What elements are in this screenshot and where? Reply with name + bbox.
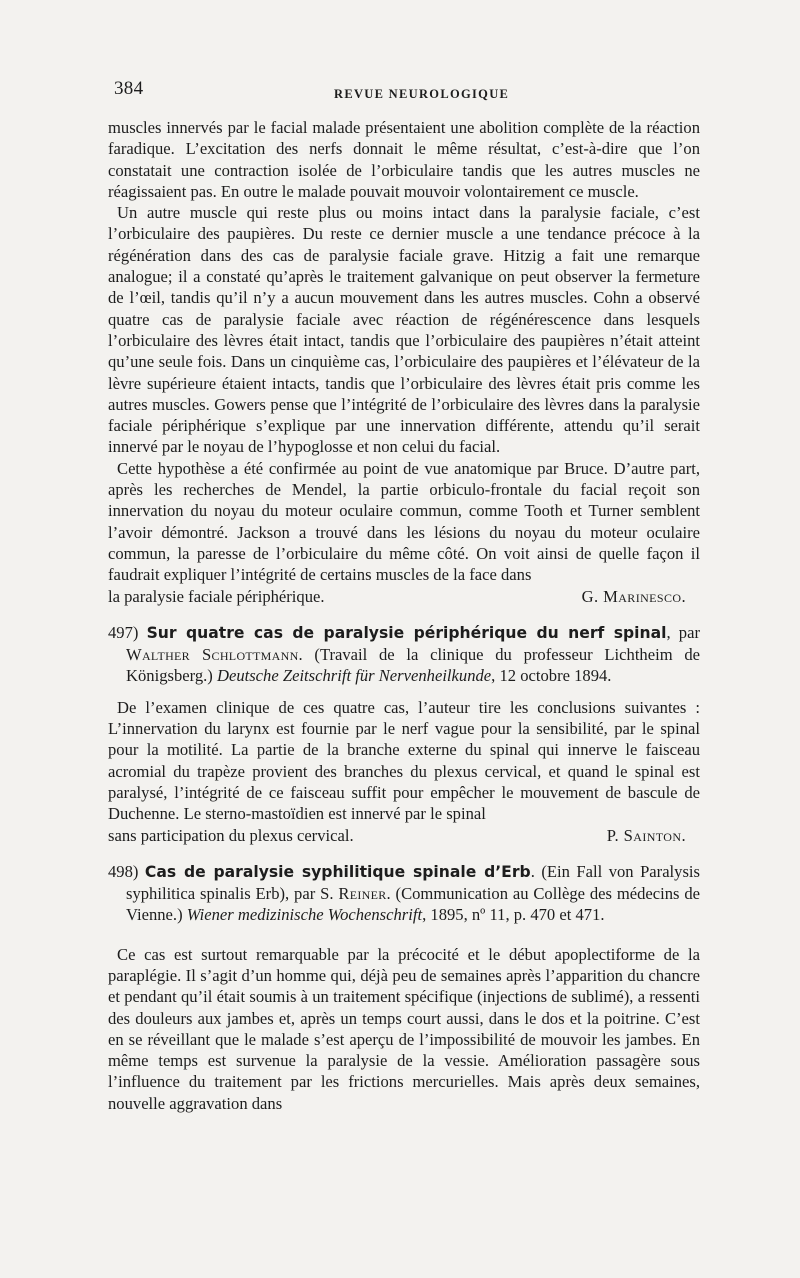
abstract-498-ref-mid: . (Communication au Collège des médecins de Vienne.) bbox=[126, 884, 700, 925]
signed-line-sainton bbox=[108, 825, 700, 846]
signed-line-marinesco bbox=[108, 586, 700, 607]
abstract-497-heading bbox=[108, 622, 700, 687]
abstract-498-body: Ce cas est surtout remarquable par la précocité et le début apoplectiforme de la paraplégie. Il s’agit d’un homme qui, déjà peu de semaines après l’apparition du chancre et pendant qu’il était soumis à un traitement spécifique (injections de sublimé), a ressenti des douleurs aux jambes et, après un temps court aussi, dans le dos et la poitrine. C’est en se réveillant que le malade s’est aperçu de l’impossibilité de mouvoir les jambes. En même temps est survenue la paralysie de la vessie. Amélioration passagère sous l’influence du traitement par les frictions mercurielles. Mais après deux semaines, nouvelle aggravation dans bbox=[108, 944, 700, 1113]
abstract-498-ref-post: , 1895, nº 11, p. 470 et 471. bbox=[422, 905, 605, 925]
abstract-498-author: Reiner bbox=[338, 884, 387, 904]
paragraph-orbicularis: Un autre muscle qui reste plus ou moins intact dans la paralysie faciale, c’est l’orbiculaire des paupières. Du reste ce dernier muscle a une tendance précoce à la régénération dans des cas de paralysie faciale grave. Hitzig a fait une remarque analogue; il a constaté qu’après le traitement galvanique on peut observer la fermeture de l’œil, tandis qu’il n’y a aucun mouvement dans les autres muscles. Cohn a observé quatre cas de paralysie faciale avec réaction de régénérescence dans lesquels l’orbiculaire des lèvres était intact, tandis que l’orbiculaire des paupières n’était atteint qu’une seule fois. Dans un cinquième cas, l’orbiculaire des paupières et l’élévateur de la lèvre supérieure étaient intacts, tandis que l’orbiculaire des lèvres était pris comme les autres muscles. Gowers pense que l’intégrité de l’orbiculaire des lèvres dans la paralysie faciale périphérique s’explique par une innervation différente, attendu qu’il serait innervé par le noyau de l’hypoglosse et non celui du facial. bbox=[108, 203, 700, 457]
running-title: REVUE NEUROLOGIQUE bbox=[334, 87, 510, 101]
signature-marinesco: G. Marinesco. bbox=[581, 586, 686, 606]
page-number: 384 bbox=[114, 78, 144, 99]
abstract-497-body-end: sans participation du plexus cervical. bbox=[108, 825, 354, 845]
abstract-498-number: 498) bbox=[108, 861, 139, 881]
abstract-497-journal: Deutsche Zeitschrift für Nervenheilkunde bbox=[216, 666, 492, 686]
page-header bbox=[114, 78, 700, 108]
paragraph-continued: muscles innervés par le facial malade présentaient une abolition complète de la réaction faradique. L’excitation des nerfs donnait le même résultat, c’est-à-dire que l’on constatait une contraction isolée de l’orbiculaire tandis que les autres muscles ne réagissaient pas. En outre le malade pouvait mouvoir volontairement ce muscle. bbox=[108, 118, 700, 201]
abstract-498-ref-pre: . (Ein Fall von Paralysis syphilitica spinalis Erb), par S. bbox=[126, 861, 700, 904]
article-body bbox=[108, 117, 700, 1114]
abstract-497-ref-post: , 12 octobre 1894. bbox=[491, 666, 612, 686]
abstract-497-body: De l’examen clinique de ces quatre cas, l’auteur tire les conclusions suivantes : L’innervation du larynx est fournie par le nerf vague pour la sensibilité, par le spinal pour la motilité. La partie de la branche externe du spinal qui innerve le faisceau acromial du trapèze provient des branches du plexus cervical, et quand le spinal est paralysé, l’intégrité de ce faisceau suffit pour empêcher le mouvement de bascule de Duchenne. Le sterno-mastoïdien est innervé par le spinal bbox=[108, 697, 700, 824]
abstract-498-heading bbox=[108, 861, 700, 926]
paragraph-hypothesis-end: la paralysie faciale périphérique. bbox=[108, 586, 325, 606]
signature-sainton: P. Sainton. bbox=[606, 825, 686, 845]
abstract-497-by: , par bbox=[666, 622, 700, 642]
paragraph-hypothesis: Cette hypothèse a été confirmée au point de vue anatomique par Bruce. D’autre part, après les recherches de Mendel, la partie orbiculo-frontale du facial reçoit son innervation du noyau du moteur oculaire commun, comme Tooth et Turner semblent l’avoir démontré. Jackson a trouvé dans les lésions du noyau du moteur oculaire commun, la paresse de l’orbiculaire du même côté. On voit ainsi de quelle façon il faudrait expliquer l’intégrité de certains muscles de la face dans bbox=[108, 458, 700, 585]
abstract-497-ref-pre: . (Travail de la clinique du professeur Lichtheim de Königsberg.) bbox=[126, 645, 700, 686]
abstract-498-title: Cas de paralysie syphilitique spinale d’Erb bbox=[144, 862, 531, 881]
abstract-497-author: Walther Schlottmann bbox=[126, 645, 299, 665]
abstract-498-journal: Wiener medizinische Wochenschrift bbox=[186, 905, 423, 925]
abstract-497-number: 497) bbox=[108, 622, 139, 642]
abstract-497-title: Sur quatre cas de paralysie périphérique du nerf spinal bbox=[146, 623, 667, 642]
